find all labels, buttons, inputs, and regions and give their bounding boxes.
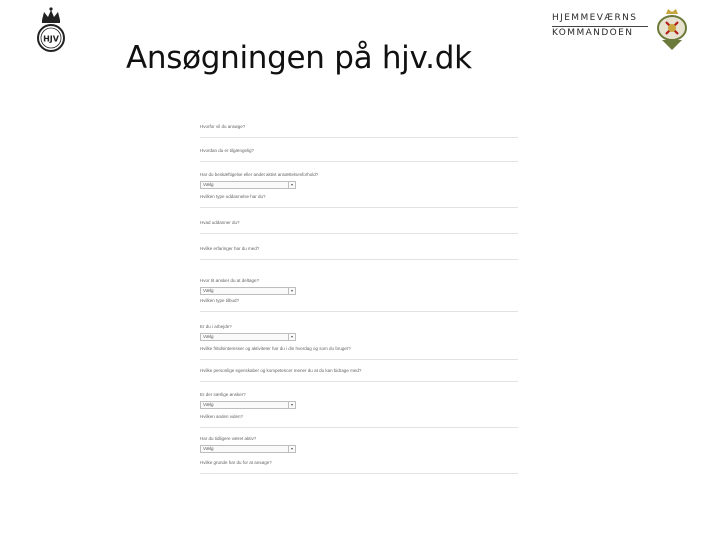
form-select[interactable] — [200, 287, 296, 295]
logo-text-line-2: KOMMANDOEN — [552, 28, 634, 38]
form-field-label: Hvordan du er tilgængelig? — [200, 148, 255, 153]
form-select[interactable] — [200, 181, 296, 189]
form-select[interactable] — [200, 401, 296, 409]
hjv-crest-logo — [32, 6, 70, 54]
form-field-label: Hvad uddanner du? — [200, 220, 240, 225]
form-text-input[interactable] — [200, 473, 518, 474]
form-text-input[interactable] — [200, 259, 518, 260]
form-field — [200, 246, 518, 252]
form-text-input[interactable] — [200, 207, 518, 208]
form-text-input[interactable] — [200, 381, 518, 382]
form-field-label: Hvilken anden viden? — [200, 414, 244, 419]
form-text-input[interactable] — [200, 137, 518, 138]
form-field — [200, 194, 518, 200]
application-form-screenshot — [200, 124, 520, 484]
form-field-label: Hvilke grunde har du for at ansøge? — [200, 460, 272, 465]
form-field — [200, 324, 518, 339]
form-field — [200, 460, 518, 466]
form-field — [200, 436, 518, 451]
form-field — [200, 172, 518, 187]
form-select[interactable] — [200, 445, 296, 453]
form-select-value: Vælg — [203, 402, 214, 407]
logo-text-line-1: HJEMMEVÆRNS — [552, 12, 648, 27]
form-field — [200, 220, 518, 226]
form-field — [200, 346, 518, 352]
form-select-value: Vælg — [203, 446, 214, 451]
form-select-value: Vælg — [203, 334, 214, 339]
chevron-down-icon: ▾ — [288, 334, 295, 340]
chevron-down-icon: ▾ — [288, 182, 295, 188]
form-select-value: Vælg — [203, 182, 214, 187]
form-field-label: Hvor tit ønsker du at deltage? — [200, 278, 260, 283]
form-text-input[interactable] — [200, 427, 518, 428]
form-field — [200, 392, 518, 407]
form-field-label: Hvorfor vil du ansøge? — [200, 124, 246, 129]
form-field-label: Hvilke erfaringer har du med? — [200, 246, 260, 251]
form-field-label: Har du beskæftigelse eller andet aktivt ansættelsesforhold? — [200, 172, 319, 177]
form-field-label: Har du tidligere været aktiv? — [200, 436, 257, 441]
form-field-label: Hvilken type tilbud? — [200, 298, 240, 303]
form-text-input[interactable] — [200, 359, 518, 360]
svg-text:HJV: HJV — [43, 34, 59, 44]
form-text-input[interactable] — [200, 233, 518, 234]
form-field — [200, 124, 518, 130]
command-emblem-icon — [652, 8, 692, 52]
form-text-input[interactable] — [200, 311, 518, 312]
form-field-label: Er der særlige ønsker? — [200, 392, 246, 397]
chevron-down-icon: ▾ — [288, 446, 295, 452]
form-field — [200, 278, 518, 293]
slide-title: Ansøgningen på hjv.dk — [126, 40, 472, 76]
form-select[interactable] — [200, 333, 296, 341]
chevron-down-icon: ▾ — [288, 288, 295, 294]
form-field-label: Hvilke fritidsinteresser og aktiviteter har du i din hverdag og som du bruger? — [200, 346, 351, 351]
form-select-value: Vælg — [203, 288, 214, 293]
form-field — [200, 148, 518, 154]
form-field — [200, 298, 518, 304]
form-field — [200, 414, 518, 420]
form-field-label: Hvilke personlige egenskaber og kompetencer mener du at du kan bidrage med? — [200, 368, 362, 373]
form-text-input[interactable] — [200, 161, 518, 162]
form-field-label: Hvilken type uddannelse har du? — [200, 194, 266, 199]
form-field — [200, 368, 518, 374]
hjemmevaernskommandoen-logo — [552, 8, 692, 52]
chevron-down-icon: ▾ — [288, 402, 295, 408]
form-field-label: Er du i arbejde? — [200, 324, 232, 329]
